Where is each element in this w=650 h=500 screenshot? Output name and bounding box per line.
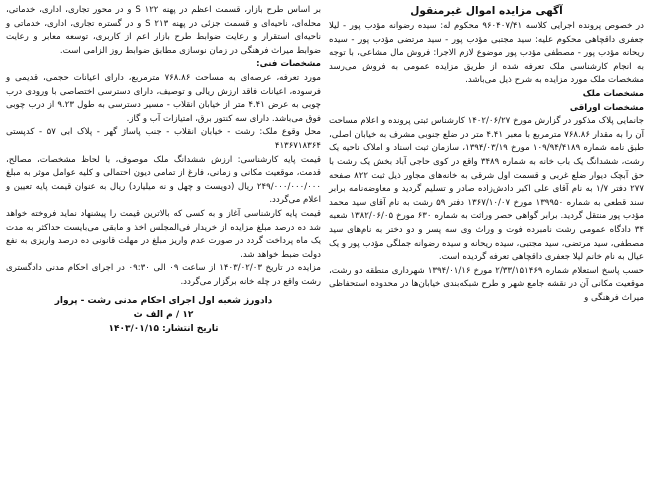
publication-date: تاریخ انتشار: ۱۴۰۳/۰۱/۱۵ bbox=[108, 324, 219, 335]
valuation-paragraph: قیمت پایه کارشناسی: ارزش ششدانگ ملک موصوف، با لحاظ مشخصات، مصالح، قدمت، موقعیت مکانی و زمانی، فارغ از تمامی دیون احتمالی و کلیه عوامل موثر به مبلغ ۲۴۹/۰۰۰/۰۰۰/۰۰۰ ریال (دویست و چهل و نه میلیارد) ریال به عنوان قیمت پایه تعیین و اعلام می‌گردد. bbox=[6, 154, 321, 206]
zoning-paragraph: بر اساس طرح بازار، قسمت اعظم در پهنه ۱۲۲ S و در محور تجاری، اداری، خدماتی، محله‌ای، ناحیه‌ای و قسمت جزئی در پهنه ۲۱۳ S و در گستره تجاری، اداری، خدماتی و ناحیه‌ای استقرار و رعایت ضوابط طرح بازار اعم از کاربری، توسعه معابر و رعایت ضوابط میراث فرهنگی در زمان نوسازی مطابق ضوابط روز الزامی است. bbox=[6, 5, 322, 56]
two-column-layout bbox=[6, 4, 644, 496]
left-column bbox=[6, 4, 321, 496]
technical-paragraph: مورد تعرفه، عرصه‌ای به مساحت ۷۶۸.۸۶ مترمربع، دارای اعیانات حجمی، قدیمی و فرسوده، اعیانات فاقد ارزش ریالی و توصیف، دارای دسترسی اختصاصی با ورودی درب چوبی به عرض ۴.۴۱ متر از خیابان انقلاب - مسیر دسترسی به طول ۹.۲۳ از درب چوبی فوق می‌باشد. دارای سه کنتور برق، امتیازات آب و گاز. bbox=[6, 72, 321, 124]
notice-title: آگهی مزایده اموال غیرمنقول bbox=[410, 5, 563, 17]
property-heading: مشخصات ملک bbox=[582, 88, 644, 99]
signature-reference: ۱۲ / م الف ث bbox=[133, 310, 194, 321]
signature-block bbox=[6, 294, 321, 336]
inquiry-reply-paragraph: حسب پاسخ استعلام شماره ۲/۳۳/۱۵۱۴۶۹ مورخ ۱۳۹۴/۰۱/۱۶ شهرداری منطقه دو رشت، موقعیت مکانی آن در نقشه جامع شهر و طرح شبکه‌بندی خیابان‌ها در محدوده استحفاظی میراث فرهنگی و bbox=[329, 265, 644, 303]
notice-intro: در خصوص پرونده اجرایی کلاسه ۹۶۰۴۰۷/۴۱ محکوم له: سیده رضوانه مؤدب پور - لیلا جعفری داقچاهی محکوم علیه: سید مجتبی مؤدب پور - سید مرتضی مؤدب پور - سیده ریحانه مؤدب پور - مصطفی مؤدب پور موضوع لازم الاجرا: فروش مال مشاعی، با توجه به انجام کارشناسی ملک تعرفه شده از طریق مزایده عمومی به فروش می‌رسد مشخصات ملک مورد مزایده به شرح ذیل می‌باشد. bbox=[329, 21, 644, 86]
technical-heading: مشخصات فنی: bbox=[256, 59, 321, 70]
conditions-paragraph: قیمت پایه کارشناسی آغاز و به کسی که بالاترین قیمت را پیشنهاد نماید فروخته خواهد شد ده درصد مبلغ مزایده از خریدار فی‌المجلس اخذ و مابقی می‌بایست حداکثر به مدت یک ماه پرداخت گردد در صورت عدم واریز مبلغ در مهلت قانونی ده درصد واریزی به نفع دولت ضبط خواهد شد. bbox=[6, 208, 321, 260]
auction-date-paragraph: مزایده در تاریخ ۱۴۰۳/۰۲/۰۳ از ساعت ۰۹ الی ۰۹:۳۰ در اجرای احکام مدنی دادگستری رشت واقع در چله خانه برگزار می‌گردد. bbox=[6, 263, 321, 287]
address-paragraph: محل وقوع ملک: رشت - خیابان انقلاب - جنب پاساژ گهر - پلاک ابی ۵۷ - کدپستی ۴۱۳۶۷۱۸۳۶۴ bbox=[6, 127, 321, 151]
signature-officer: دادورز شعبه اول اجرای احکام مدنی رشت - پروار bbox=[54, 296, 273, 307]
right-column bbox=[329, 4, 644, 496]
registry-paragraph: جانمایی پلاک مذکور در گزارش مورخ ۱۴۰۲/۰۶/۲۷ کارشناس ثبتی پرونده و اعلام مساحت آن را به مقدار ۷۶۸.۸۶ مترمربع با معبر ۴.۴۱ متر در ضلع جنوبی مشرف به خیابان اصلی، طبق نامه شماره ۱۰۹/۹۴/۴۱۸۹ مورخ ۱۳۹۴/۰۳/۱۹، سازمان ثبت اسناد و املاک ناحیه یک رشت، ششدانگ یک باب خانه به شماره ۳۴۸۹ واقع در کوی حاجی آباد بخش یک رشت با حق آبچک دیوار ضلع غربی و قسمت اول شرقی به خانه‌های مجاور ذیل ثبت ۸۲۲ صفحه ۲۷۷ دفتر ۱/۷ به نام آقای علی اکبر دادش‌زاده صادر و تسلیم گردید و معاوضه‌نامه برابر سند قطعی به شماره ۱۳۹۹۵۰ مورخ ۱۳۶۷/۱۰/۰۷ دفتر ۵۹ رشت به نام آقای سید محمد مؤدب پور منتقل گردید. برابر گواهی حصر وراثت به شماره ۶۳۰ مورخ ۱۳۸۲/۰۶/۰۵ شعبه ۳۴ دادگاه عمومی رشت نامبرده فوت و وراث وی سه پسر و دو دختر به نام‌های سید مصطفی، سید مرتضی، سید مجتبی، سیده ریحانه و سیده رضوانه جملگی مؤدب پور و یک عیال به نام خانم لیلا جعفری داقچاهی تعرفه گردیده است. bbox=[329, 116, 645, 263]
registry-heading: مشخصات اوراقی bbox=[569, 102, 644, 113]
